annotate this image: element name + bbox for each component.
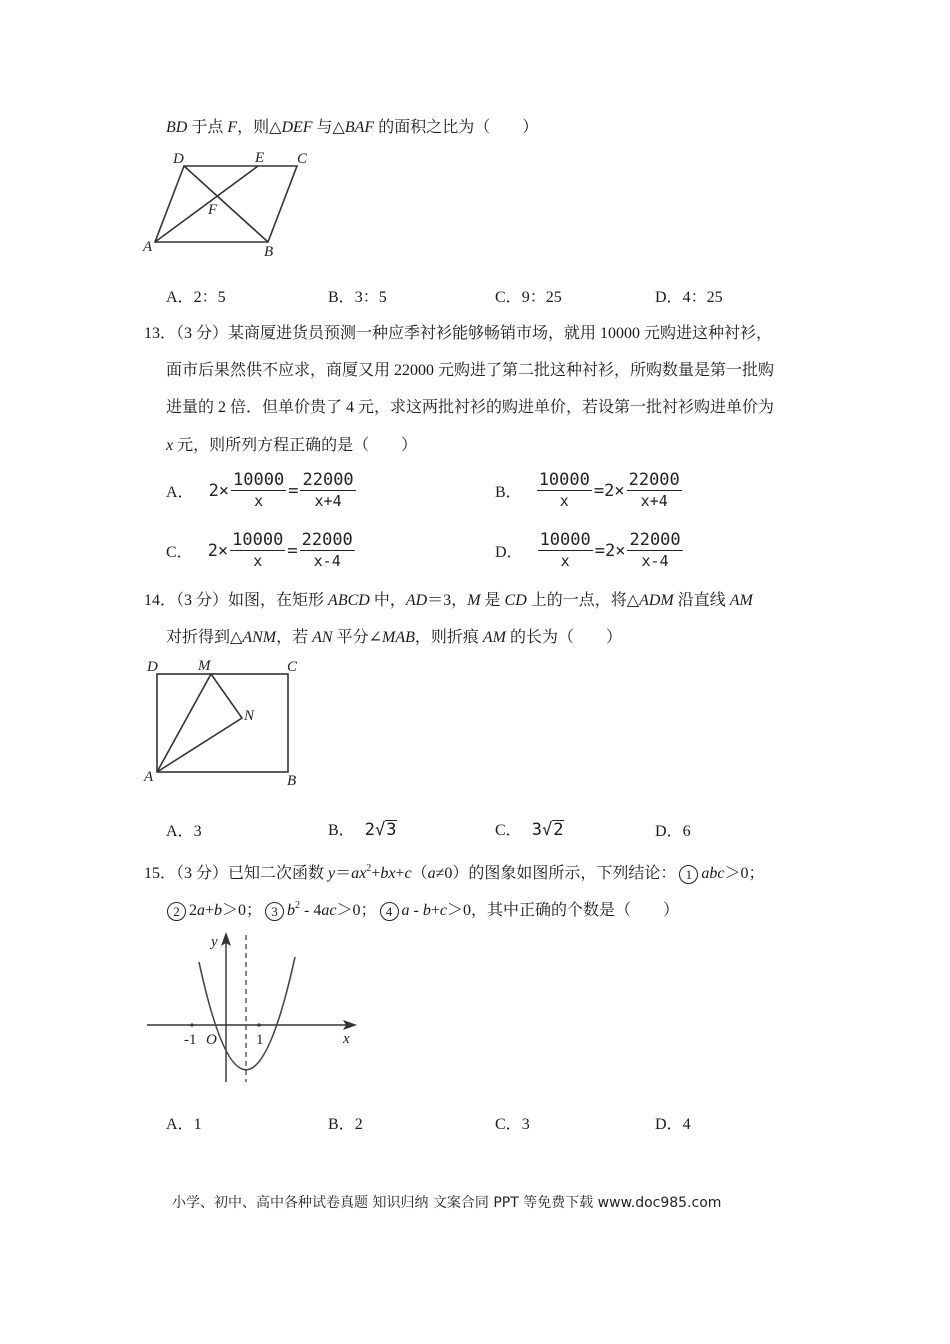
option-label: D． <box>495 544 523 561</box>
q15-text: ＞0； <box>724 865 765 882</box>
math-symbol: =2× <box>594 540 626 561</box>
radicand: 2 <box>553 820 564 840</box>
q14-text: MAB <box>381 629 415 646</box>
option-value: 3 <box>193 823 202 840</box>
q13-line-3 <box>166 398 774 418</box>
q14-text: ，则折痕 <box>414 629 483 646</box>
q14-text: ADM <box>639 592 674 609</box>
q14-text: AD <box>405 592 428 609</box>
radical-sign: √ <box>541 820 553 840</box>
q15-label-origin: O <box>206 1032 217 1048</box>
q12-option-d[interactable] <box>655 288 723 308</box>
denominator: x <box>254 492 264 510</box>
option-label: A． <box>166 1116 194 1133</box>
numerator: 10000 <box>539 530 591 550</box>
q12-option-b[interactable] <box>328 288 387 308</box>
fraction <box>627 470 682 511</box>
coefficient: 2 <box>364 820 375 840</box>
option-label: C． <box>495 289 522 306</box>
q14-option-c[interactable] <box>495 820 564 841</box>
numerator: 10000 <box>233 470 285 490</box>
q14-text: CD <box>504 592 527 609</box>
q13-text: 进量的 2 倍．但单价贵了 4 元，求这两批衬衫的购进单价，若设第一批衬衫购进单价为 <box>166 399 775 416</box>
q15-option-c[interactable] <box>495 1115 530 1135</box>
q14-rectangle-figure <box>157 674 288 772</box>
q12-label-f: F <box>208 202 218 218</box>
q15-text: ＞0； <box>222 902 263 919</box>
q12-label-e: E <box>255 150 265 166</box>
option-value: 3：5 <box>354 289 387 306</box>
sqrt-expression <box>365 820 398 840</box>
q15-line-2 <box>164 896 679 921</box>
fraction <box>300 470 355 511</box>
q15-label-x: x <box>343 1031 350 1047</box>
q15-parabola-figure <box>147 932 357 1082</box>
question-score: （3 分） <box>176 325 229 342</box>
math-symbol: 2× <box>207 540 229 561</box>
q13-option-c[interactable] <box>166 530 356 571</box>
option-label: C． <box>166 544 193 561</box>
q12-text: DEF <box>281 119 313 136</box>
q15-text: ＝ <box>335 865 352 882</box>
q14-text: ANM <box>242 629 277 646</box>
q14-label-d: D <box>147 659 158 675</box>
denominator: x <box>253 552 263 570</box>
q15-label-y: y <box>211 934 218 950</box>
q12-text: 的面积之比为（ ） <box>374 119 539 136</box>
q15-text: 已知二次函数 <box>228 865 329 882</box>
q14-text: ＝3， <box>427 592 468 609</box>
q13-text: 面市后果然供不应求，商厦又用 22000 元购进了第二批这种衬衫，所购数量是第一批购 <box>166 362 775 379</box>
q14-text: ，若 <box>276 629 313 646</box>
q14-text: AM <box>729 592 753 609</box>
denominator: x+4 <box>314 492 342 510</box>
q12-option-c[interactable] <box>495 288 562 308</box>
q15-text: ≠0）的图象如图所示，下列结论： <box>435 865 677 882</box>
q15-text: y <box>328 865 336 882</box>
q15-text: ＞0； <box>336 902 377 919</box>
q13-option-a[interactable] <box>166 470 357 511</box>
q13-text: 元，则所列方程正确的是（ ） <box>173 437 418 454</box>
q12-text: F <box>227 119 238 136</box>
q15-text: c <box>439 902 447 919</box>
question-number: 15． <box>144 865 177 882</box>
q14-text: 的长为（ ） <box>505 629 622 646</box>
q15-option-b[interactable] <box>328 1115 363 1135</box>
q12-label-a: A <box>143 239 153 255</box>
q15-text: ac <box>321 902 337 919</box>
option-label: B． <box>495 484 522 501</box>
math-symbol: = <box>288 480 299 501</box>
option-label: A． <box>166 823 194 840</box>
q13-line-2 <box>166 361 774 381</box>
question-number: 14． <box>144 592 177 609</box>
exponent: 2 <box>366 863 372 874</box>
q12-label-d: D <box>173 151 184 167</box>
q12-text: BAF <box>344 119 375 136</box>
option-label: C． <box>495 1116 522 1133</box>
fraction <box>231 470 286 511</box>
fraction <box>538 530 593 571</box>
denominator: x-4 <box>641 552 669 570</box>
option-label: B． <box>328 822 355 839</box>
option-label: A． <box>166 289 194 306</box>
q13-option-b[interactable] <box>495 470 683 511</box>
numerator: 22000 <box>302 470 354 490</box>
q14-option-d[interactable] <box>655 822 691 842</box>
q15-text: b <box>214 902 223 919</box>
q15-text: ＞0，其中正确的个数是（ ） <box>446 902 679 919</box>
q15-text: 2 <box>189 902 197 919</box>
numerator: 10000 <box>538 470 590 490</box>
q15-text: ax <box>351 865 367 882</box>
option-label: C． <box>495 822 522 839</box>
option-value: 2：5 <box>193 289 226 306</box>
math-symbol: 2× <box>208 480 230 501</box>
q15-option-a[interactable] <box>166 1115 202 1135</box>
q12-text: 于点 <box>187 119 228 136</box>
q15-text: bx <box>380 865 396 882</box>
q14-text: 沿直线 <box>673 592 730 609</box>
page-footer: 小学、初中、高中各种试卷真题 知识归纳 文案合同 PPT 等免费下载 www.doc985.com <box>172 1195 722 1211</box>
q15-option-d[interactable] <box>655 1115 691 1135</box>
question-score: （3 分） <box>176 865 229 882</box>
q15-text: b <box>287 902 296 919</box>
q14-text: M <box>467 592 481 609</box>
option-value: 3 <box>521 1116 530 1133</box>
numerator: 22000 <box>629 530 681 550</box>
option-value: 4 <box>682 1116 691 1133</box>
option-value: 4：25 <box>682 289 723 306</box>
circled-number-4: 4 <box>380 902 399 921</box>
circled-number-1: 1 <box>679 865 698 884</box>
option-label: D． <box>655 823 683 840</box>
q14-option-b[interactable] <box>328 820 397 841</box>
option-value: 2 <box>354 1116 363 1133</box>
q15-text: + <box>205 902 215 919</box>
question-number: 13． <box>144 325 177 342</box>
q15-text: - 4 <box>300 902 322 919</box>
q15-text: + <box>430 902 440 919</box>
option-value: 1 <box>193 1116 202 1133</box>
q14-label-m: M <box>198 658 211 674</box>
q15-label-neg1: -1 <box>184 1032 197 1048</box>
q14-line-2 <box>166 628 622 648</box>
circled-number-3: 3 <box>265 902 284 921</box>
fraction <box>537 470 592 511</box>
q14-text: AM <box>482 629 506 646</box>
radicand: 3 <box>386 820 397 840</box>
option-label: D． <box>655 289 683 306</box>
option-value: 6 <box>682 823 691 840</box>
sqrt-expression <box>532 820 565 840</box>
q14-label-c: C <box>287 659 298 675</box>
q15-text: b <box>422 902 431 919</box>
q12-text: ，则△ <box>237 119 282 136</box>
denominator: x <box>559 492 569 510</box>
denominator: x-4 <box>313 552 341 570</box>
q12-label-b: B <box>264 244 274 260</box>
q14-label-n: N <box>244 708 255 724</box>
fraction <box>627 530 682 571</box>
q14-label-a: A <box>144 769 154 785</box>
option-label: A． <box>166 484 194 501</box>
exponent: 2 <box>295 900 301 911</box>
math-symbol: = <box>287 540 298 561</box>
q14-text: 是 <box>480 592 505 609</box>
option-label: D． <box>655 1116 683 1133</box>
numerator: 10000 <box>232 530 284 550</box>
option-label: B． <box>328 1116 355 1133</box>
q13-line-4 <box>166 436 417 456</box>
q14-text: 如图，在矩形 <box>228 592 329 609</box>
numerator: 22000 <box>628 470 680 490</box>
q15-text: a <box>197 902 205 919</box>
q14-label-b: B <box>287 773 297 789</box>
option-label: B． <box>328 289 355 306</box>
q15-text: - <box>409 902 423 919</box>
q14-text: AN <box>312 629 333 646</box>
numerator: 22000 <box>301 530 353 550</box>
q15-text: + <box>395 865 405 882</box>
fraction <box>230 530 285 571</box>
q15-line-1 <box>144 859 765 884</box>
q12-label-c: C <box>297 151 308 167</box>
option-value: 9：25 <box>521 289 562 306</box>
denominator: x+4 <box>640 492 668 510</box>
denominator: x <box>560 552 570 570</box>
q14-line-1 <box>144 591 753 611</box>
fraction <box>300 530 355 571</box>
q15-text: （ <box>411 865 428 882</box>
q14-text: 平分∠ <box>332 629 382 646</box>
q14-text: 对折得到△ <box>166 629 243 646</box>
q13-option-d[interactable] <box>495 530 684 571</box>
question-score: （3 分） <box>176 592 229 609</box>
q13-var: x <box>166 437 174 454</box>
q14-text: 上的一点，将△ <box>526 592 640 609</box>
q13-text: 某商厦进货员预测一种应季衬衫能够畅销市场，就用 10000 元购进这种衬衫， <box>228 325 773 342</box>
q14-option-a[interactable] <box>166 822 202 842</box>
q12-text: BD <box>166 119 188 136</box>
q15-text: c <box>404 865 412 882</box>
q15-text: a <box>401 902 410 919</box>
q14-text: ABCD <box>328 592 370 609</box>
coefficient: 3 <box>531 820 542 840</box>
q13-line-1 <box>144 324 772 344</box>
q12-option-a[interactable] <box>166 288 226 308</box>
q12-parallelogram-figure <box>155 166 297 242</box>
q14-text: 中， <box>369 592 406 609</box>
q15-text: + <box>371 865 381 882</box>
q15-text: abc <box>701 865 725 882</box>
q12-text: 与△ <box>312 119 345 136</box>
q15-text: a <box>427 865 436 882</box>
circled-number-2: 2 <box>167 902 186 921</box>
radical-sign: √ <box>374 820 386 840</box>
math-symbol: =2× <box>593 480 625 501</box>
q15-label-1: 1 <box>256 1032 264 1048</box>
